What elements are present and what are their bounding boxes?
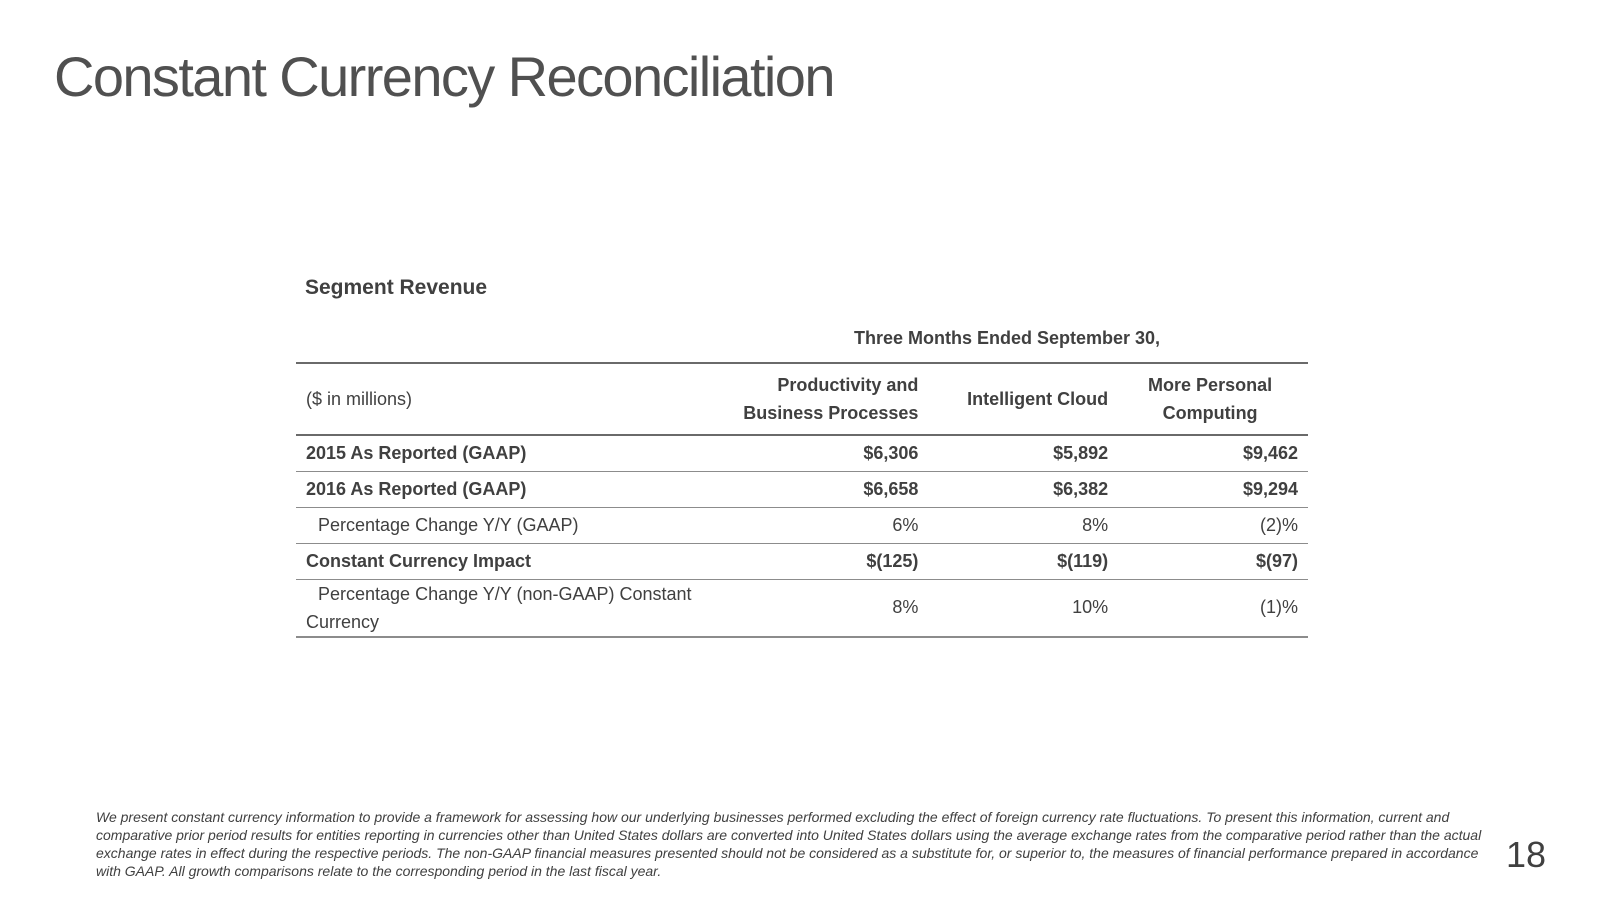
cell-more-personal-computing: (2)% (1259, 514, 1298, 535)
row-label-line-2: Currency (306, 611, 380, 632)
cell-intelligent-cloud: $5,892 (1053, 442, 1109, 463)
table-row (296, 471, 1308, 507)
row-label: Percentage Change Y/Y (GAAP) (318, 515, 579, 535)
segment-revenue-table (296, 362, 1308, 638)
column-header-productivity: Productivity and Business Processes (724, 363, 918, 435)
cell-more-personal-computing: $(97) (1255, 550, 1298, 571)
row-label (296, 579, 724, 637)
page-number: 18 (1505, 834, 1546, 875)
cell-productivity: 6% (892, 514, 919, 535)
cell-intelligent-cloud: $6,382 (1053, 478, 1109, 499)
cell-intelligent-cloud: $(119) (1057, 550, 1109, 571)
units-label: ($ in millions) (296, 363, 724, 435)
column-header-intelligent-cloud: Intelligent Cloud (918, 363, 1108, 435)
section-heading: Segment Revenue (305, 276, 488, 299)
table-row (296, 543, 1308, 579)
period-header: Three Months Ended September 30, (853, 328, 1161, 348)
table-row (296, 507, 1308, 543)
row-label-line-1: Percentage Change Y/Y (non-GAAP) Constant (318, 583, 692, 604)
cell-more-personal-computing: (1)% (1259, 597, 1298, 617)
cell-productivity: $6,306 (863, 442, 919, 463)
footnote: We present constant currency information to provide a framework for assessing how our underlying businesses performed excluding the effect of foreign currency rate fluctuations. To present this information, current and comparative prior period results for entities reporting in currencies other than United States dollars are converted into United States dollars using the average exchange rates from the comparative period rather than the actual exchange rates in effect during the respective periods. The non-GAAP financial measures presented should not be considered as a substitute for, or superior to, the measures of financial performance prepared in accordance with GAAP. All growth comparisons relate to the corresponding period in the last fiscal year. (96, 809, 1482, 879)
row-label: Constant Currency Impact (306, 550, 532, 571)
table-header-row (296, 363, 1308, 435)
cell-productivity: $6,658 (863, 478, 919, 499)
cell-intelligent-cloud: 8% (1082, 514, 1109, 535)
slide-title: Constant Currency Reconciliation (54, 45, 834, 108)
row-label: 2015 As Reported (GAAP) (306, 442, 527, 463)
cell-more-personal-computing: $9,462 (1242, 442, 1298, 463)
cell-productivity: $(125) (866, 550, 919, 571)
column-header-more-personal-computing: More Personal Computing (1108, 363, 1308, 435)
row-label: 2016 As Reported (GAAP) (306, 478, 527, 499)
table-row (296, 579, 1308, 637)
cell-productivity: 8% (892, 597, 919, 617)
cell-intelligent-cloud: 10% (1072, 597, 1109, 617)
cell-more-personal-computing: $9,294 (1242, 478, 1298, 499)
table-row (296, 435, 1308, 471)
